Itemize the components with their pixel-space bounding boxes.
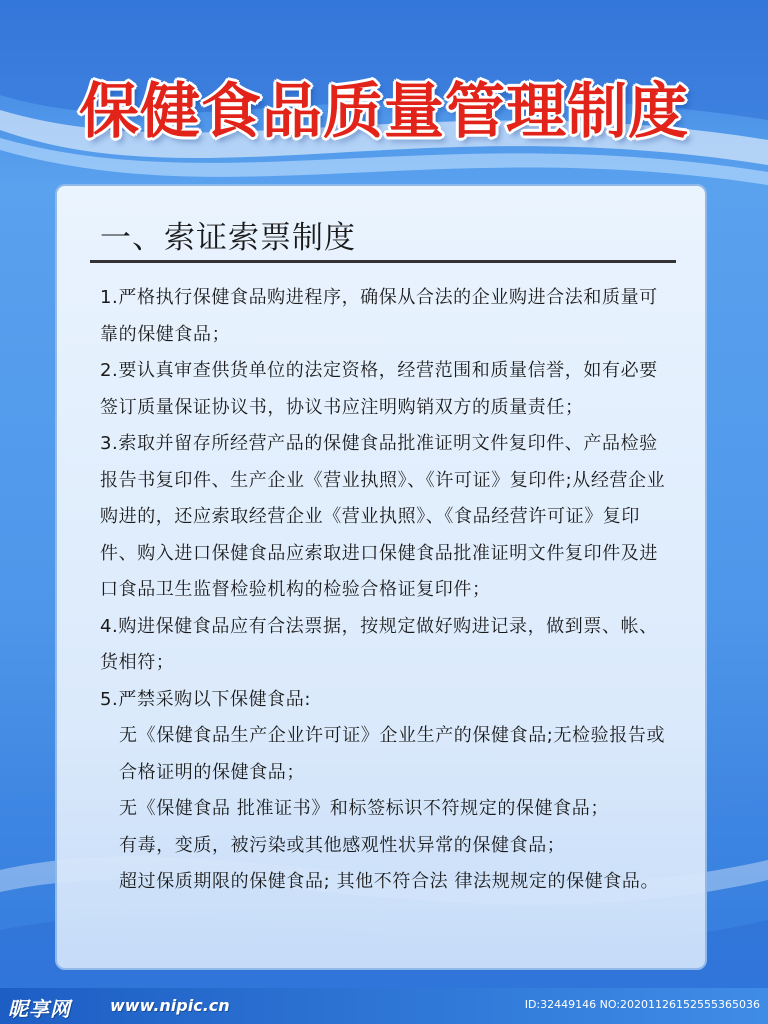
prohibited-item-2: 无《保健食品 批准证书》和标签标识不符规定的保健食品；	[119, 798, 609, 819]
regulation-item-3: 3.索取并留存所经营产品的保健食品批准证明文件复印件、产品检验报告书复印件、生产企业《营业执照》、《许可证》复印件;从经营企业购进的，还应索取经营企业《营业执照》、《食品经营许可证》复印件、购入进口保健食品应索取进口保健食品批准证明文件复印件及进口食品卫生监督检验机构的检验合格证复印件；	[100, 433, 666, 600]
prohibited-item-3: 有毒，变质，被污染或其他感观性状异常的保健食品；	[119, 834, 566, 856]
prohibited-item-4: 超过保质期限的保健食品; 其他不符合法 律法规规定的保健食品。	[119, 871, 660, 892]
regulation-item-5: 5.严禁采购以下保健食品:	[100, 688, 312, 710]
regulation-body	[100, 280, 675, 901]
prohibited-item-1: 无《保健食品生产企业许可证》企业生产的保健食品;无检验报告或合格证明的保健食品；	[119, 725, 666, 783]
watermark-id: ID:32449146 NO:20201126152555365036	[524, 998, 760, 1011]
regulation-item-2: 2.要认真审查供货单位的法定资格，经营范围和质量信誉，如有必要签订质量保证协议书，协议书应注明购销双方的质量责任；	[100, 360, 658, 418]
watermark-logo: 昵享网	[8, 997, 71, 1021]
poster-title: 保健食品质量管理制度	[79, 77, 689, 147]
heading-divider	[90, 260, 676, 263]
regulation-item-4: 4.购进保健食品应有合法票据，按规定做好购进记录，做到票、帐、 货相符；	[100, 615, 658, 673]
section-heading: 一、索证索票制度	[100, 220, 356, 256]
regulation-item-1: 1.严格执行保健食品购进程序，确保从合法的企业购进合法和质量可靠的保健食品；	[100, 287, 658, 345]
watermark-url: www.nipic.cn	[110, 996, 230, 1015]
